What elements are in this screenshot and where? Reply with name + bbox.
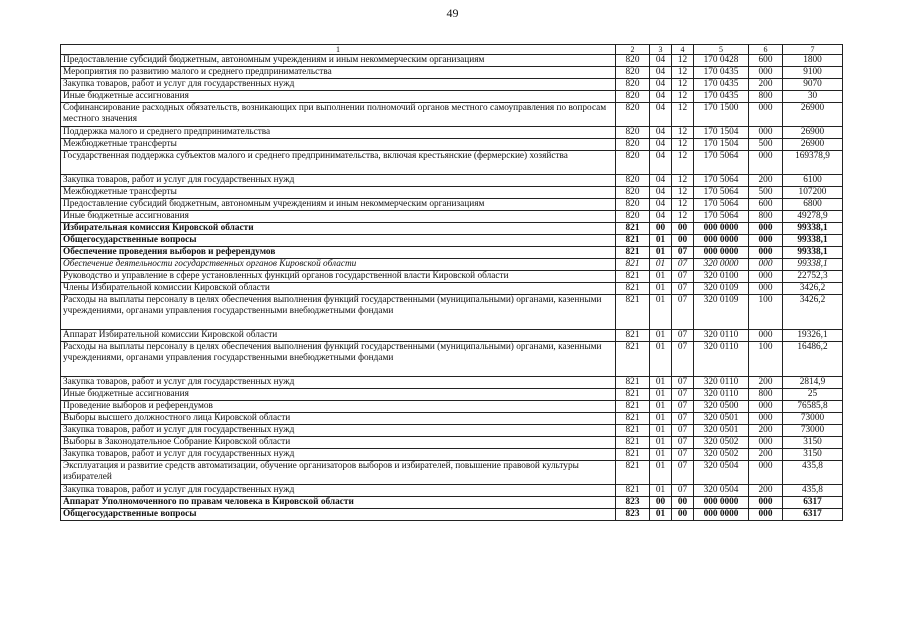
subsection-code-cell: 12 — [672, 67, 694, 79]
section-code-cell: 01 — [650, 342, 672, 377]
section-code-cell: 04 — [650, 55, 672, 67]
target-article-cell: 320 0501 — [694, 425, 749, 437]
ministry-code-cell: 821 — [616, 389, 650, 401]
target-article-cell: 170 5064 — [694, 199, 749, 211]
section-code-cell: 00 — [650, 223, 672, 235]
expense-type-cell: 000 — [749, 330, 783, 342]
target-article-cell: 320 0110 — [694, 330, 749, 342]
ministry-code-cell: 820 — [616, 103, 650, 127]
amount-cell: 16486,2 — [783, 342, 843, 377]
table-row — [61, 103, 843, 127]
target-article-cell: 320 0100 — [694, 271, 749, 283]
target-article-cell: 170 0435 — [694, 79, 749, 91]
section-code-cell: 04 — [650, 127, 672, 139]
subsection-code-cell: 07 — [672, 259, 694, 271]
row-name-cell: Предоставление субсидий бюджетным, автономным учреждениям и иным некоммерческим организациям — [61, 55, 616, 67]
amount-cell: 9100 — [783, 67, 843, 79]
expense-type-cell: 000 — [749, 413, 783, 425]
row-name-cell: Аппарат Уполномоченного по правам человека в Кировской области — [61, 497, 616, 509]
table-row — [61, 259, 843, 271]
expense-type-cell: 000 — [749, 127, 783, 139]
target-article-cell: 170 0428 — [694, 55, 749, 67]
row-name-cell: Эксплуатация и развитие средств автоматизации, обучение организаторов выборов и избирателей, повышение правовой культуры избирателей — [61, 461, 616, 485]
amount-cell: 26900 — [783, 103, 843, 127]
row-name-cell: Мероприятия по развитию малого и среднего предпринимательства — [61, 67, 616, 79]
ministry-code-cell: 821 — [616, 283, 650, 295]
section-code-cell: 01 — [650, 235, 672, 247]
subsection-code-cell: 12 — [672, 79, 694, 91]
amount-cell: 1800 — [783, 55, 843, 67]
amount-cell: 99338,1 — [783, 247, 843, 259]
expense-type-cell: 000 — [749, 223, 783, 235]
section-code-cell: 01 — [650, 271, 672, 283]
row-name-cell: Межбюджетные трансферты — [61, 187, 616, 199]
table-row — [61, 235, 843, 247]
ministry-code-cell: 821 — [616, 485, 650, 497]
row-name-cell: Проведение выборов и референдумов — [61, 401, 616, 413]
amount-cell: 6800 — [783, 199, 843, 211]
amount-cell: 30 — [783, 91, 843, 103]
target-article-cell: 320 0504 — [694, 485, 749, 497]
expense-type-cell: 000 — [749, 509, 783, 521]
table-row — [61, 79, 843, 91]
subsection-code-cell: 07 — [672, 461, 694, 485]
ministry-code-cell: 820 — [616, 55, 650, 67]
row-name-cell: Закупка товаров, работ и услуг для государственных нужд — [61, 175, 616, 187]
table-row — [61, 187, 843, 199]
expense-type-cell: 000 — [749, 259, 783, 271]
expense-type-cell: 500 — [749, 187, 783, 199]
section-code-cell: 01 — [650, 377, 672, 389]
table-row — [61, 425, 843, 437]
table-row — [61, 151, 843, 175]
table-row — [61, 283, 843, 295]
section-code-cell: 04 — [650, 91, 672, 103]
ministry-code-cell: 820 — [616, 139, 650, 151]
table-row — [61, 211, 843, 223]
expense-type-cell: 000 — [749, 247, 783, 259]
amount-cell: 3150 — [783, 437, 843, 449]
page-number: 49 — [446, 6, 459, 20]
ministry-code-cell: 820 — [616, 175, 650, 187]
row-name-cell: Иные бюджетные ассигнования — [61, 211, 616, 223]
subsection-code-cell: 12 — [672, 139, 694, 151]
ministry-code-cell: 821 — [616, 295, 650, 330]
table-row — [61, 223, 843, 235]
row-name-cell: Избирательная комиссия Кировской области — [61, 223, 616, 235]
row-name-cell: Руководство и управление в сфере установленных функций органов государственной власти Кировской области — [61, 271, 616, 283]
column-header: 1 — [61, 45, 616, 55]
table-row — [61, 175, 843, 187]
section-code-cell: 04 — [650, 139, 672, 151]
target-article-cell: 170 5064 — [694, 151, 749, 175]
expense-type-cell: 600 — [749, 55, 783, 67]
ministry-code-cell: 820 — [616, 91, 650, 103]
target-article-cell: 170 0435 — [694, 67, 749, 79]
target-article-cell: 320 0502 — [694, 437, 749, 449]
expense-type-cell: 200 — [749, 377, 783, 389]
ministry-code-cell: 820 — [616, 187, 650, 199]
section-code-cell: 01 — [650, 295, 672, 330]
table-row — [61, 509, 843, 521]
row-name-cell: Закупка товаров, работ и услуг для государственных нужд — [61, 377, 616, 389]
amount-cell: 3426,2 — [783, 283, 843, 295]
row-name-cell: Предоставление субсидий бюджетным, автономным учреждениям и иным некоммерческим организациям — [61, 199, 616, 211]
section-code-cell: 04 — [650, 211, 672, 223]
ministry-code-cell: 821 — [616, 342, 650, 377]
row-name-cell: Выборы в Законодательное Собрание Кировской области — [61, 437, 616, 449]
subsection-code-cell: 12 — [672, 103, 694, 127]
section-code-cell: 04 — [650, 151, 672, 175]
section-code-cell: 01 — [650, 485, 672, 497]
expense-type-cell: 600 — [749, 199, 783, 211]
subsection-code-cell: 07 — [672, 413, 694, 425]
subsection-code-cell: 07 — [672, 295, 694, 330]
amount-cell: 25 — [783, 389, 843, 401]
target-article-cell: 170 5064 — [694, 211, 749, 223]
target-article-cell: 320 0110 — [694, 377, 749, 389]
ministry-code-cell: 820 — [616, 199, 650, 211]
target-article-cell: 170 5064 — [694, 187, 749, 199]
section-code-cell: 04 — [650, 103, 672, 127]
target-article-cell: 170 5064 — [694, 175, 749, 187]
expense-type-cell: 100 — [749, 342, 783, 377]
subsection-code-cell: 07 — [672, 330, 694, 342]
amount-cell: 26900 — [783, 127, 843, 139]
table-row — [61, 67, 843, 79]
column-header: 4 — [672, 45, 694, 55]
subsection-code-cell: 00 — [672, 497, 694, 509]
subsection-code-cell: 00 — [672, 235, 694, 247]
section-code-cell: 04 — [650, 67, 672, 79]
section-code-cell: 04 — [650, 199, 672, 211]
target-article-cell: 000 0000 — [694, 509, 749, 521]
section-code-cell: 01 — [650, 401, 672, 413]
row-name-cell: Иные бюджетные ассигнования — [61, 389, 616, 401]
ministry-code-cell: 821 — [616, 223, 650, 235]
section-code-cell: 04 — [650, 79, 672, 91]
expense-type-cell: 800 — [749, 389, 783, 401]
expense-type-cell: 200 — [749, 485, 783, 497]
expense-type-cell: 000 — [749, 283, 783, 295]
amount-cell: 2814,9 — [783, 377, 843, 389]
subsection-code-cell: 00 — [672, 509, 694, 521]
subsection-code-cell: 12 — [672, 91, 694, 103]
ministry-code-cell: 821 — [616, 259, 650, 271]
ministry-code-cell: 821 — [616, 377, 650, 389]
expense-type-cell: 200 — [749, 449, 783, 461]
section-code-cell: 01 — [650, 389, 672, 401]
expense-type-cell: 200 — [749, 425, 783, 437]
section-code-cell: 01 — [650, 437, 672, 449]
subsection-code-cell: 07 — [672, 283, 694, 295]
ministry-code-cell: 823 — [616, 509, 650, 521]
expense-type-cell: 800 — [749, 91, 783, 103]
row-name-cell: Выборы высшего должностного лица Кировской области — [61, 413, 616, 425]
subsection-code-cell: 12 — [672, 211, 694, 223]
section-code-cell: 01 — [650, 449, 672, 461]
row-name-cell: Аппарат Избирательной комиссии Кировской области — [61, 330, 616, 342]
subsection-code-cell: 12 — [672, 55, 694, 67]
row-name-cell: Софинансирование расходных обязательств, возникающих при выполнении полномочий органов местного самоуправления по вопросам местного значения — [61, 103, 616, 127]
table-row — [61, 413, 843, 425]
row-name-cell: Расходы на выплаты персоналу в целях обеспечения выполнения функций государственными (муниципальными) органами, казенными учреждениями, органами управления государственными внебюджетными фондами — [61, 295, 616, 330]
amount-cell: 6317 — [783, 497, 843, 509]
amount-cell: 435,8 — [783, 461, 843, 485]
subsection-code-cell: 00 — [672, 223, 694, 235]
target-article-cell: 320 0109 — [694, 283, 749, 295]
target-article-cell: 000 0000 — [694, 235, 749, 247]
subsection-code-cell: 07 — [672, 247, 694, 259]
target-article-cell: 170 0435 — [694, 91, 749, 103]
row-name-cell: Закупка товаров, работ и услуг для государственных нужд — [61, 485, 616, 497]
subsection-code-cell: 07 — [672, 449, 694, 461]
amount-cell: 26900 — [783, 139, 843, 151]
amount-cell: 76585,8 — [783, 401, 843, 413]
ministry-code-cell: 821 — [616, 437, 650, 449]
row-name-cell: Межбюджетные трансферты — [61, 139, 616, 151]
expense-type-cell: 000 — [749, 437, 783, 449]
subsection-code-cell: 07 — [672, 485, 694, 497]
ministry-code-cell: 821 — [616, 271, 650, 283]
section-code-cell: 01 — [650, 461, 672, 485]
amount-cell: 73000 — [783, 413, 843, 425]
table-row — [61, 342, 843, 377]
table-row — [61, 199, 843, 211]
amount-cell: 19326,1 — [783, 330, 843, 342]
subsection-code-cell: 07 — [672, 342, 694, 377]
column-header: 2 — [616, 45, 650, 55]
row-name-cell: Закупка товаров, работ и услуг для государственных нужд — [61, 449, 616, 461]
amount-cell: 49278,9 — [783, 211, 843, 223]
column-header: 6 — [749, 45, 783, 55]
table-body — [61, 55, 843, 521]
table-row — [61, 485, 843, 497]
expense-type-cell: 100 — [749, 295, 783, 330]
column-header: 3 — [650, 45, 672, 55]
row-name-cell: Закупка товаров, работ и услуг для государственных нужд — [61, 79, 616, 91]
table-row — [61, 55, 843, 67]
table-row — [61, 449, 843, 461]
subsection-code-cell: 07 — [672, 271, 694, 283]
expense-type-cell: 000 — [749, 235, 783, 247]
amount-cell: 3426,2 — [783, 295, 843, 330]
row-name-cell: Общегосударственные вопросы — [61, 509, 616, 521]
expense-type-cell: 000 — [749, 103, 783, 127]
expense-type-cell: 000 — [749, 67, 783, 79]
amount-cell: 99338,1 — [783, 259, 843, 271]
expense-type-cell: 000 — [749, 497, 783, 509]
target-article-cell: 320 0000 — [694, 259, 749, 271]
amount-cell: 99338,1 — [783, 223, 843, 235]
table-row — [61, 127, 843, 139]
row-name-cell: Иные бюджетные ассигнования — [61, 91, 616, 103]
target-article-cell: 320 0110 — [694, 342, 749, 377]
table-row — [61, 389, 843, 401]
section-code-cell: 01 — [650, 509, 672, 521]
row-name-cell: Закупка товаров, работ и услуг для государственных нужд — [61, 425, 616, 437]
row-name-cell: Расходы на выплаты персоналу в целях обеспечения выполнения функций государственными (муниципальными) органами, казенными учреждениями, органами управления государственными внебюджетными фондами — [61, 342, 616, 377]
target-article-cell: 320 0109 — [694, 295, 749, 330]
row-name-cell: Обеспечение деятельности государственных органов Кировской области — [61, 259, 616, 271]
ministry-code-cell: 821 — [616, 425, 650, 437]
section-code-cell: 00 — [650, 497, 672, 509]
section-code-cell: 01 — [650, 413, 672, 425]
ministry-code-cell: 821 — [616, 247, 650, 259]
subsection-code-cell: 12 — [672, 175, 694, 187]
amount-cell: 169378,9 — [783, 151, 843, 175]
target-article-cell: 000 0000 — [694, 223, 749, 235]
ministry-code-cell: 821 — [616, 413, 650, 425]
target-article-cell: 320 0500 — [694, 401, 749, 413]
expense-type-cell: 000 — [749, 401, 783, 413]
amount-cell: 99338,1 — [783, 235, 843, 247]
target-article-cell: 320 0110 — [694, 389, 749, 401]
section-code-cell: 04 — [650, 175, 672, 187]
target-article-cell: 000 0000 — [694, 497, 749, 509]
subsection-code-cell: 07 — [672, 389, 694, 401]
ministry-code-cell: 821 — [616, 235, 650, 247]
target-article-cell: 320 0504 — [694, 461, 749, 485]
row-name-cell: Обеспечение проведения выборов и референдумов — [61, 247, 616, 259]
amount-cell: 73000 — [783, 425, 843, 437]
subsection-code-cell: 07 — [672, 425, 694, 437]
row-name-cell: Государственная поддержка субъектов малого и среднего предпринимательства, включая крестьянские (фермерские) хозяйства — [61, 151, 616, 175]
table-row — [61, 91, 843, 103]
row-name-cell: Общегосударственные вопросы — [61, 235, 616, 247]
amount-cell: 9070 — [783, 79, 843, 91]
column-number-row — [61, 45, 843, 55]
subsection-code-cell: 12 — [672, 127, 694, 139]
row-name-cell: Члены Избирательной комиссии Кировской области — [61, 283, 616, 295]
subsection-code-cell: 07 — [672, 377, 694, 389]
expense-type-cell: 000 — [749, 271, 783, 283]
table-row — [61, 461, 843, 485]
amount-cell: 3150 — [783, 449, 843, 461]
table-row — [61, 401, 843, 413]
target-article-cell: 170 1504 — [694, 139, 749, 151]
table-row — [61, 497, 843, 509]
expense-type-cell: 200 — [749, 79, 783, 91]
target-article-cell: 170 1504 — [694, 127, 749, 139]
column-header: 7 — [783, 45, 843, 55]
section-code-cell: 01 — [650, 425, 672, 437]
ministry-code-cell: 821 — [616, 449, 650, 461]
amount-cell: 6317 — [783, 509, 843, 521]
ministry-code-cell: 820 — [616, 127, 650, 139]
ministry-code-cell: 821 — [616, 461, 650, 485]
table-row — [61, 139, 843, 151]
section-code-cell: 01 — [650, 247, 672, 259]
table-row — [61, 377, 843, 389]
target-article-cell: 170 1500 — [694, 103, 749, 127]
amount-cell: 6100 — [783, 175, 843, 187]
section-code-cell: 04 — [650, 187, 672, 199]
subsection-code-cell: 12 — [672, 151, 694, 175]
section-code-cell: 01 — [650, 283, 672, 295]
amount-cell: 22752,3 — [783, 271, 843, 283]
table-row — [61, 295, 843, 330]
ministry-code-cell: 820 — [616, 151, 650, 175]
target-article-cell: 000 0000 — [694, 247, 749, 259]
column-header: 5 — [694, 45, 749, 55]
subsection-code-cell: 12 — [672, 199, 694, 211]
ministry-code-cell: 820 — [616, 79, 650, 91]
subsection-code-cell: 12 — [672, 187, 694, 199]
subsection-code-cell: 07 — [672, 437, 694, 449]
budget-table — [60, 44, 843, 521]
table-row — [61, 271, 843, 283]
section-code-cell: 01 — [650, 259, 672, 271]
table-row — [61, 437, 843, 449]
ministry-code-cell: 821 — [616, 330, 650, 342]
amount-cell: 435,8 — [783, 485, 843, 497]
ministry-code-cell: 823 — [616, 497, 650, 509]
target-article-cell: 320 0502 — [694, 449, 749, 461]
section-code-cell: 01 — [650, 330, 672, 342]
expense-type-cell: 000 — [749, 151, 783, 175]
target-article-cell: 320 0501 — [694, 413, 749, 425]
row-name-cell: Поддержка малого и среднего предпринимательства — [61, 127, 616, 139]
expense-type-cell: 800 — [749, 211, 783, 223]
amount-cell: 107200 — [783, 187, 843, 199]
subsection-code-cell: 07 — [672, 401, 694, 413]
table-row — [61, 247, 843, 259]
expense-type-cell: 500 — [749, 139, 783, 151]
table-row — [61, 330, 843, 342]
ministry-code-cell: 820 — [616, 67, 650, 79]
expense-type-cell: 200 — [749, 175, 783, 187]
ministry-code-cell: 820 — [616, 211, 650, 223]
expense-type-cell: 000 — [749, 461, 783, 485]
ministry-code-cell: 821 — [616, 401, 650, 413]
